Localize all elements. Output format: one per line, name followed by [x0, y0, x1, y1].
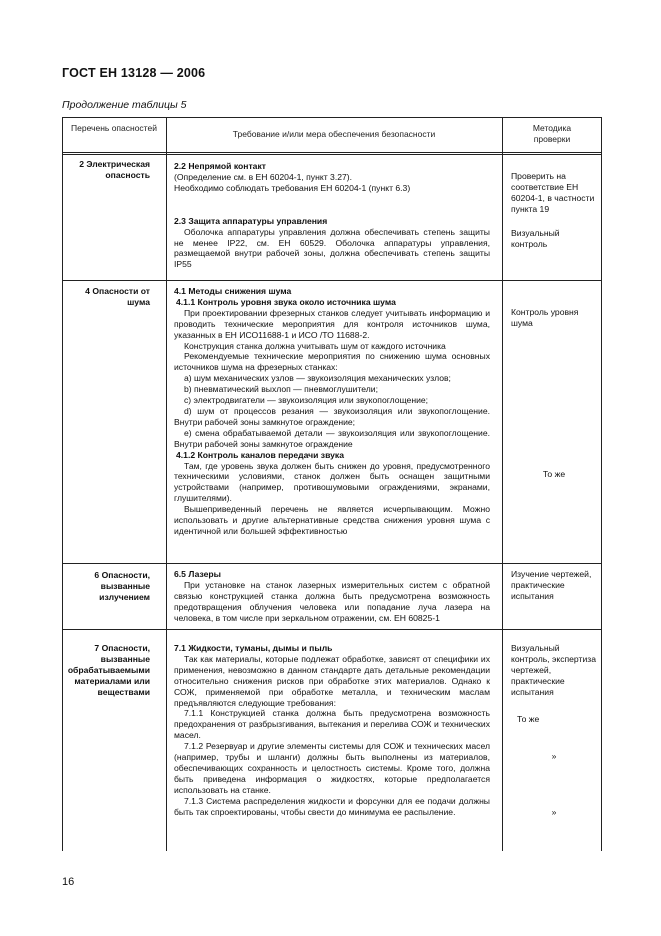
hazard-cell: 6 Опасности, вызванные излучением: [94, 570, 150, 602]
column-divider: [166, 117, 167, 851]
verification-text: Контроль уровня шума: [511, 307, 579, 328]
page-number: 16: [62, 876, 75, 888]
requirement-text: 7.1.3 Система распределения жидкости и форсунки для ее подачи должны быть так спроектированы, чтобы свести до минимума ее распыление.: [174, 795, 490, 817]
column-header-hazards: Перечень опасностей: [71, 123, 157, 133]
verification-text: То же: [517, 714, 540, 724]
requirement-text: Оболочка аппаратуры управления должна обеспечивать степень защиты не менее IP22, см. ЕН 60529. Оболочка аппаратуры управления, размещаемой внутри рабочей зоны, должна обеспечивать степень защиты IP55: [174, 226, 490, 270]
header-divider-double: [62, 154, 602, 155]
section-heading: 4.1 Методы снижения шума: [174, 286, 292, 296]
hazard-cell: 2 Электрическая опасность: [79, 159, 150, 180]
hazard-cell: 4 Опасности от шума: [85, 286, 150, 307]
requirement-cell: [174, 284, 490, 537]
requirement-text: Так как материалы, которые подлежат обработке, зависят от специфики их применения, невозможно в данном стандарте дать детальные рекомендации относительно снижения рисков при обработке этих материалов. Однако к СОЖ, применяемой при обработке металла, и техническим маслам предъявляются следующие требования:: [174, 653, 490, 708]
verification-text: Изучение чертежей, практические испытания: [511, 569, 592, 601]
document-title: ГОСТ ЕН 13128 — 2006: [62, 66, 206, 80]
verification-text: »: [551, 751, 557, 761]
section-heading: 2.2 Непрямой контакт: [174, 161, 266, 171]
verification-text: »: [551, 807, 557, 817]
requirement-text: 7.1.2 Резервуар и другие элементы системы для СОЖ и технических масел (например, трубы и шланги) должны быть выполнены из материалов, обеспечивающих сохранность и целостность системы. Кроме того, должна быть приведена информация о жидкостях, которые предполагается использовать на станке.: [174, 741, 490, 795]
safety-table: [62, 117, 602, 851]
section-heading: 2.3 Защита аппаратуры управления: [174, 215, 328, 226]
hazard-cell: 7 Опасности, вызванные обрабатываемыми материалами или веществами: [67, 643, 150, 697]
requirement-cell: [174, 159, 490, 270]
continuation-label: Продолжение таблицы 5: [62, 99, 187, 111]
column-header-verification: Методика проверки: [532, 123, 572, 144]
row-divider: [62, 629, 602, 630]
requirement-text: 7.1.1 Конструкцией станка должна быть предусмотрена возможность предохранения от разбрызгивания, вытекания и перелива СОЖ и технических масел.: [174, 708, 490, 741]
verification-text: Визуальный контроль: [511, 228, 560, 249]
section-heading: 4.1.2 Контроль каналов передачи звука: [176, 449, 345, 460]
column-divider: [502, 117, 503, 851]
requirement-text: а) шум механических узлов — звукоизоляция механических узлов;: [184, 373, 451, 384]
requirement-text: Конструкция станка должна учитывать шум от каждого источника: [184, 340, 446, 351]
row-divider: [62, 280, 602, 281]
requirement-text: Вышеприведенный перечень не является исчерпывающим. Можно использовать и другие альтернативные средства снижения уровня шума с идентичной или большей эффективностью: [174, 504, 490, 536]
requirement-text: Рекомендуемые технические мероприятия по снижению шума основных источников шума на фрезерных станках:: [174, 351, 490, 373]
requirement-text: При установке на станок лазерных измерительных систем с обратной связью конструкцией станка должна быть предусмотрена возможность предотвращения облучения человека или попадание луча лазера на человека, в том числе при зеркальном отражении, см. ЕН 60825-1: [174, 579, 490, 623]
table-border-right: [601, 117, 602, 851]
requirement-cell: [174, 567, 490, 624]
verification-text: Визуальный контроль, экспертиза чертежей, практические испытания: [511, 643, 596, 697]
requirement-text: d) шум от процессов резания — звукоизоляция или звукопоглощение. Внутри рабочей зоны замкнутое ограждение;: [174, 405, 490, 427]
verification-text: То же: [542, 469, 566, 479]
verification-text: Проверить на соответствие ЕН 60204-1, в частности пункта 19: [511, 171, 595, 214]
requirement-text: b) пневматический выхлоп — пневмоглушители;: [184, 384, 378, 395]
header-divider: [62, 152, 602, 153]
requirement-cell: [174, 641, 490, 818]
table-border-top: [62, 117, 602, 118]
requirement-text: с) электродвигатели — звукоизоляция или звукопоглощение;: [184, 395, 429, 406]
requirement-text: (Определение см. в ЕН 60204-1, пункт 3.27).: [174, 171, 353, 182]
requirement-text: Необходимо соблюдать требования ЕН 60204-1 (пункт 6.3): [174, 182, 411, 193]
requirement-text: При проектировании фрезерных станков следует учитывать информацию и проводить технические мероприятия для контроля источников шума, указанных в ЕН ИСО11688-1 и ИСО /ТО 11688-2.: [174, 307, 490, 340]
requirement-text: Там, где уровень звука должен быть снижен до уровня, предусмотренного техническими условиями, станок должен быть оснащен защитными устройствами (например, противошумовыми ограждениями, экранами, глушителями).: [174, 460, 490, 504]
table-border-left: [62, 117, 63, 851]
section-heading: 7.1 Жидкости, туманы, дымы и пыль: [174, 643, 333, 653]
requirement-text: е) смена обрабатываемой детали — звукоизоляция или звукопоглощение. Внутри рабочей зоны замкнутое ограждение: [174, 427, 490, 449]
section-heading: 6.5 Лазеры: [174, 569, 221, 579]
section-heading: 4.1.1 Контроль уровня звука около источника шума: [176, 296, 396, 307]
column-header-requirements: Требование и/или мера обеспечения безопасности: [232, 129, 436, 139]
row-divider: [62, 563, 602, 564]
